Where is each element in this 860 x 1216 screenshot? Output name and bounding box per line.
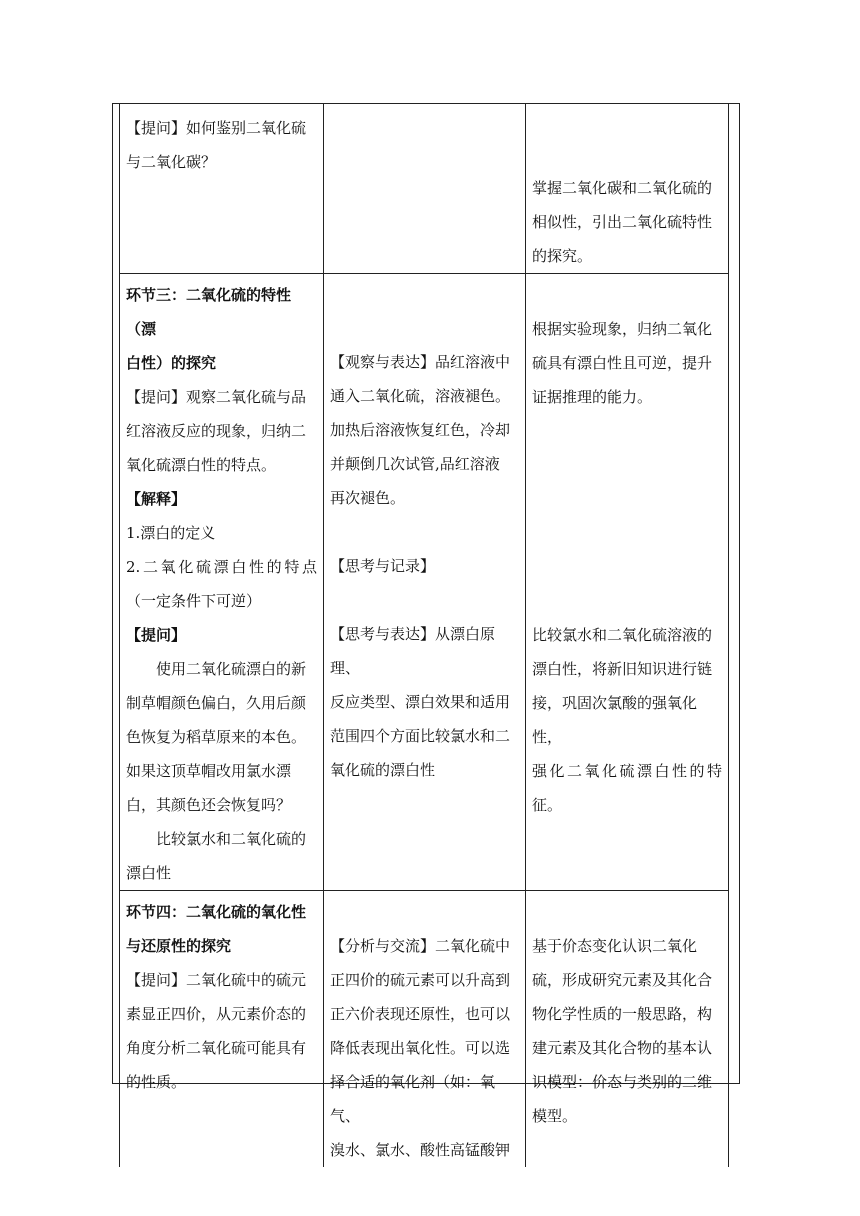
analysis-line: 正四价的硫元素可以升高到 <box>330 971 511 989</box>
design-intent-cell <box>526 891 729 1168</box>
paragraph-line: 如果这顶草帽改用氯水漂 <box>126 762 292 780</box>
intent-line: 物化学性质的一般思路，构 <box>532 1005 713 1023</box>
intent-line: 硫具有漂白性且可逆，提升 <box>532 354 713 372</box>
paragraph-line: 白，其颜色还会恢复吗？ <box>126 796 292 814</box>
intent-line: 相似性，引出二氧化硫特性 <box>532 213 713 231</box>
teacher-activity-cell <box>120 104 324 274</box>
intent-line: 接，巩固次氯酸的强氧化性， <box>532 694 698 746</box>
observe-line: 通入二氧化硫，溶液褪色。 <box>330 387 511 405</box>
paragraph-line: 漂白性 <box>126 864 172 882</box>
intent-line: 识模型：价态与类别的二维 <box>532 1073 713 1091</box>
analysis-line: 择合适的氧化剂（如：氧气、 <box>330 1073 496 1125</box>
think-line: 反应类型、漂白效果和适用 <box>330 693 511 711</box>
think-line: 氧化硫的漂白性 <box>330 761 436 779</box>
table-row <box>120 104 729 274</box>
question-line: 【提问】二氧化硫中的硫元 <box>126 971 307 989</box>
student-activity-cell <box>324 891 526 1168</box>
question-line: 素显正四价，从元素价态的 <box>126 1005 307 1023</box>
table-row <box>120 891 729 1168</box>
paragraph-line: 色恢复为稻草原来的本色。 <box>126 728 307 746</box>
question-line: 与二氧化碳？ <box>126 153 217 171</box>
paragraph-line: 比较氯水和二氧化硫的 <box>156 830 307 848</box>
intent-line: 比较氯水和二氧化硫溶液的 <box>532 626 713 644</box>
intent-line: 强化二氧化硫漂白性的特 <box>532 762 722 780</box>
design-intent-cell <box>526 274 729 891</box>
analysis-line: 正六价表现还原性，也可以 <box>330 1005 511 1023</box>
intent-line: 建元素及其化合物的基本认 <box>532 1039 713 1057</box>
observe-line: 【观察与表达】品红溶液中 <box>330 353 511 371</box>
question-line: 红溶液反应的现象，归纳二 <box>126 422 307 440</box>
record-label: 【思考与记录】 <box>330 557 436 575</box>
section-title: 环节四：二氧化硫的氧化性 <box>126 903 307 921</box>
question-line: 【提问】观察二氧化硫与品 <box>126 388 307 406</box>
observe-line: 再次褪色。 <box>330 489 406 507</box>
intent-line: 掌握二氧化碳和二氧化硫的 <box>532 179 713 197</box>
lesson-table <box>119 103 729 1167</box>
list-item: 2.二氧化硫漂白性的特点 <box>126 558 317 576</box>
question-line: 【提问】如何鉴别二氧化硫 <box>126 119 307 137</box>
analysis-line: 降低表现出氧化性。可以选 <box>330 1039 511 1057</box>
analysis-line: 溴水、氯水、酸性高锰酸钾 <box>330 1141 511 1159</box>
question-label: 【提问】 <box>126 626 187 644</box>
observe-line: 加热后溶液恢复红色，冷却 <box>330 421 511 439</box>
intent-line: 基于价态变化认识二氧化 <box>532 937 698 955</box>
design-intent-cell <box>526 104 729 274</box>
intent-line: 证据推理的能力。 <box>532 388 653 406</box>
observe-line: 并颠倒几次试管,品红溶液 <box>330 455 500 473</box>
explain-label: 【解释】 <box>126 490 187 508</box>
question-line: 的性质。 <box>126 1073 187 1091</box>
student-activity-cell <box>324 104 526 274</box>
table-row <box>120 274 729 891</box>
intent-line: 根据实验现象，归纳二氧化 <box>532 320 713 338</box>
list-item: （一定条件下可逆） <box>126 592 262 610</box>
question-line: 氧化硫漂白性的特点。 <box>126 456 277 474</box>
think-line: 范围四个方面比较氯水和二 <box>330 727 511 745</box>
paragraph-line: 制草帽颜色偏白，久用后颜 <box>126 694 307 712</box>
intent-line: 模型。 <box>532 1107 578 1125</box>
think-line: 【思考与表达】从漂白原理、 <box>330 625 496 677</box>
intent-line: 漂白性，将新旧知识进行链 <box>532 660 713 678</box>
student-activity-cell <box>324 274 526 891</box>
section-title: 白性）的探究 <box>126 354 217 372</box>
section-title: 与还原性的探究 <box>126 937 232 955</box>
intent-line: 征。 <box>532 796 563 814</box>
analysis-line: 【分析与交流】二氧化硫中 <box>330 937 511 955</box>
intent-line: 的探究。 <box>532 247 593 265</box>
teacher-activity-cell <box>120 274 324 891</box>
paragraph-line: 使用二氧化硫漂白的新 <box>156 660 307 678</box>
intent-line: 硫，形成研究元素及其化合 <box>532 971 713 989</box>
list-item: 1.漂白的定义 <box>126 524 216 542</box>
section-title: 环节三：二氧化硫的特性（漂 <box>126 286 292 338</box>
teacher-activity-cell <box>120 891 324 1168</box>
question-line: 角度分析二氧化硫可能具有 <box>126 1039 307 1057</box>
